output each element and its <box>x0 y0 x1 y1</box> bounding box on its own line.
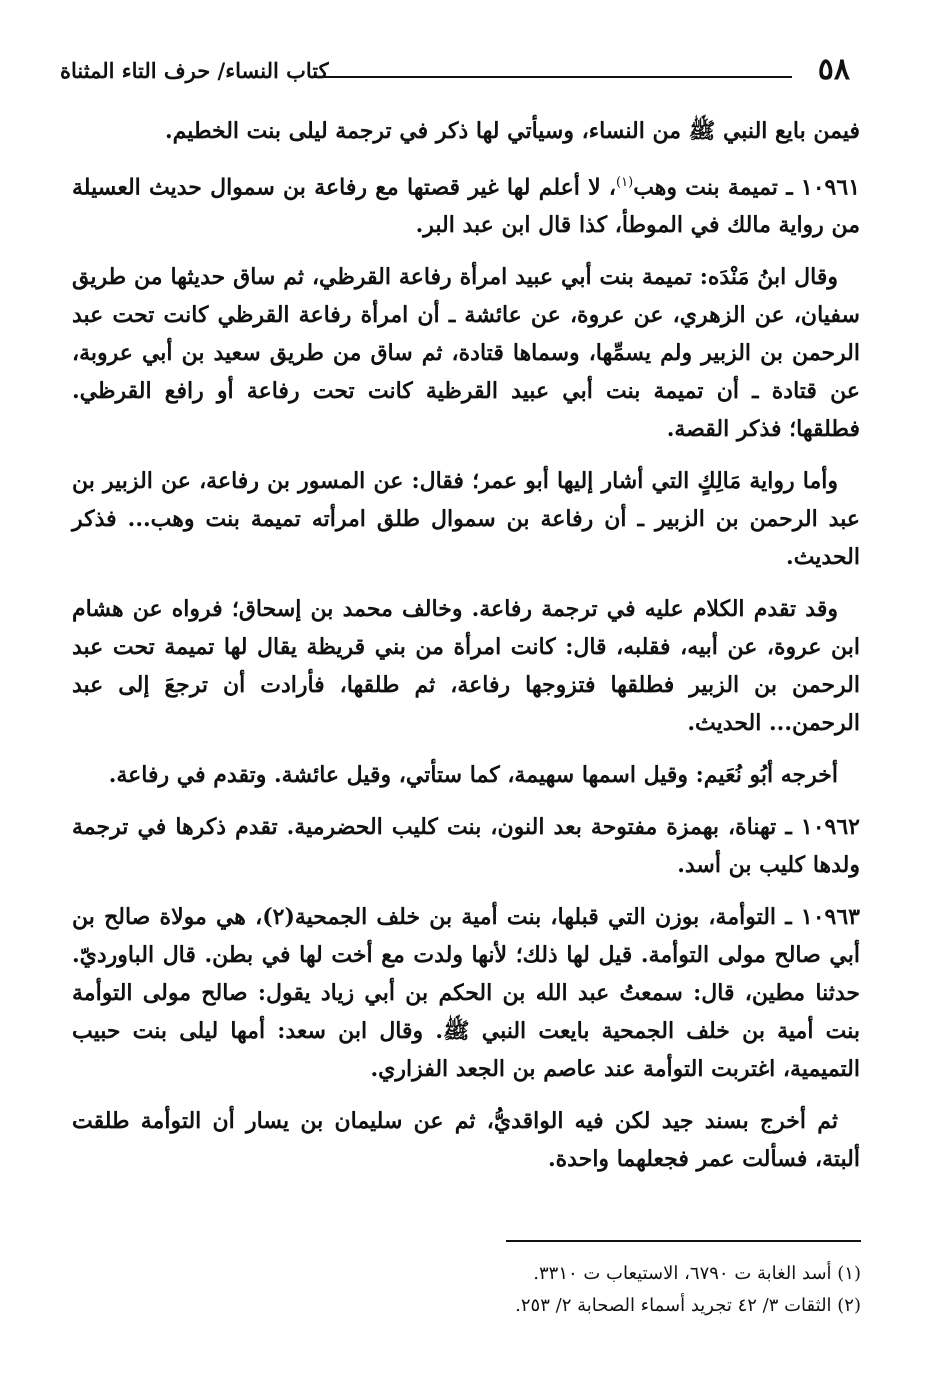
footnote: (١) أسد الغابة ت ٦٧٩٠، الاستيعاب ت ٣٣١٠. <box>533 1263 861 1284</box>
paragraph-text: ، بهمزة مفتوحة بعد النون، بنت كليب الحضرمية. تقدم ذكرها في ترجمة ولدها كليب بن أسد. <box>72 814 860 879</box>
entry-name: التوأمة <box>715 904 777 931</box>
entry-10962: ١٠٩٦٢ ـ تهناة، بهمزة مفتوحة بعد النون، بنت كليب الحضرمية. تقدم ذكرها في ترجمة ولدها كليب بن أسد. <box>72 814 860 879</box>
paragraph-text: وقال ابنُ مَنْدَه: تميمة بنت أبي عبيد امرأة رفاعة القرظي، ثم ساق حديثها من طريق سفيان، عن الزهري، عن عروة، عن عائشة ـ أن امرأة رفاعة القرظي كانت تحت عبد الرحمن بن الزبير ولم يسمِّها، وسماها قتادة، ثم ساق من طريق سعيد بن أبي عروبة، عن قتادة ـ أن تميمة بنت أبي عبيد القرظية كانت تحت رفاعة أو رافع القرظي. فطلقها؛ فذكر القصة. <box>72 264 860 443</box>
paragraph <box>72 590 860 742</box>
header-rule <box>315 76 792 78</box>
paragraph-text: أخرجه أبُو نُعَيم: وقيل اسمها سهيمة، كما ستأتي، وقيل عائشة. وتقدم في رفاعة. <box>108 762 838 789</box>
page-header <box>60 52 850 92</box>
main-text <box>72 112 860 1192</box>
paragraph <box>72 112 860 150</box>
footnote-ref[interactable]: (١) <box>616 175 634 190</box>
footnote-rule <box>506 1240 861 1242</box>
running-title: كتاب النساء/ حرف التاء المثناة <box>60 58 329 83</box>
page-number: ٥٨ <box>817 52 850 87</box>
footnotes <box>81 1258 861 1322</box>
paragraph-text: ثم أخرج بسند جيد لكن فيه الواقديُّ، ثم عن سليمان بن يسار أن التوأمة طلقت ألبتة، فسألت عمر فجعلهما واحدة. <box>72 1108 860 1173</box>
paragraph-text: وأما رواية مَالِكٍ التي أشار إليها أبو عمر؛ فقال: عن المسور بن رفاعة، عن الزبير بن عبد الرحمن بن الزبير ـ أن رفاعة بن سموال طلق امرأته تميمة بنت وهب... فذكر الحديث. <box>72 468 860 571</box>
paragraph-text: ، بوزن التي قبلها، بنت أمية بن خلف الجمحية(٢)، هي مولاة صالح بن أبي صالح مولى التوأمة. قيل لها ذلك؛ لأنها ولدت مع أخت لها في بطن. قال الباورديّ. حدثنا مطين، قال: سمعتُ عبد الله بن الحكم بن أبي زياد يقول: صالح مولى التوأمة بنت أمية بن خلف الجمحية بايعت النبي ﷺ. وقال ابن سعد: أمها ليلى بنت حبيب التميمية، اغتربت التوأمة عند عاصم بن الجعد الفزاري. <box>72 904 860 1083</box>
entry-name: تهناة <box>735 814 777 841</box>
entry-number: ١٠٩٦١ <box>800 174 861 201</box>
paragraph <box>72 756 860 794</box>
entry-10963: ١٠٩٦٣ ـ التوأمة، بوزن التي قبلها، بنت أمية بن خلف الجمحية(٢)، هي مولاة صالح بن أبي صالح مولى التوأمة. قيل لها ذلك؛ لأنها ولدت مع أخت لها في بطن. قال الباورديّ. حدثنا مطين، قال: سمعتُ عبد الله بن الحكم بن أبي زياد يقول: صالح مولى التوأمة بنت أمية بن خلف الجمحية بايعت النبي ﷺ. وقال ابن سعد: أمها ليلى بنت حبيب التميمية، اغتربت التوأمة عند عاصم بن الجعد الفزاري. <box>72 904 860 1083</box>
paragraph <box>72 1102 860 1178</box>
footnote: (٢) الثقات ٣/ ٤٢ تجريد أسماء الصحابة ٢/ ٢٥٣. <box>515 1295 861 1316</box>
paragraph <box>72 258 860 448</box>
paragraph <box>72 462 860 576</box>
paragraph-text: فيمن بايع النبي ﷺ من النساء، وسيأتي لها ذكر في ترجمة ليلى بنت الخطيم. <box>165 118 860 144</box>
entry-name: تميمة بنت وهب <box>633 174 778 201</box>
entry-number: ١٠٩٦٣ <box>800 904 860 931</box>
paragraph-text: وقد تقدم الكلام عليه في ترجمة رفاعة. وخالف محمد بن إسحاق؛ فرواه عن هشام ابن عروة، عن أبيه، فقلبه، قال: كانت امرأة من بني قريظة يقال لها تميمة تحت عبد الرحمن بن الزبير فطلقها فتزوجها رفاعة، ثم طلقها، فأرادت أن ترجعَ إلى عبد الرحمن... الحديث. <box>72 596 860 737</box>
entry-number: ١٠٩٦٢ <box>800 814 860 841</box>
entry-10961: ١٠٩٦١ ـ تميمة بنت وهب$^{(١)}$، لا أعلم لها غير قصتها مع رفاعة بن سموال حديث العسيلة من رواية مالك في الموطأ، كذا قال ابن عبد البر. <box>72 174 861 239</box>
paragraph-text: ، لا أعلم لها غير قصتها مع رفاعة بن سموال حديث العسيلة من رواية مالك في الموطأ، كذا قال ابن عبد البر. <box>72 174 860 239</box>
